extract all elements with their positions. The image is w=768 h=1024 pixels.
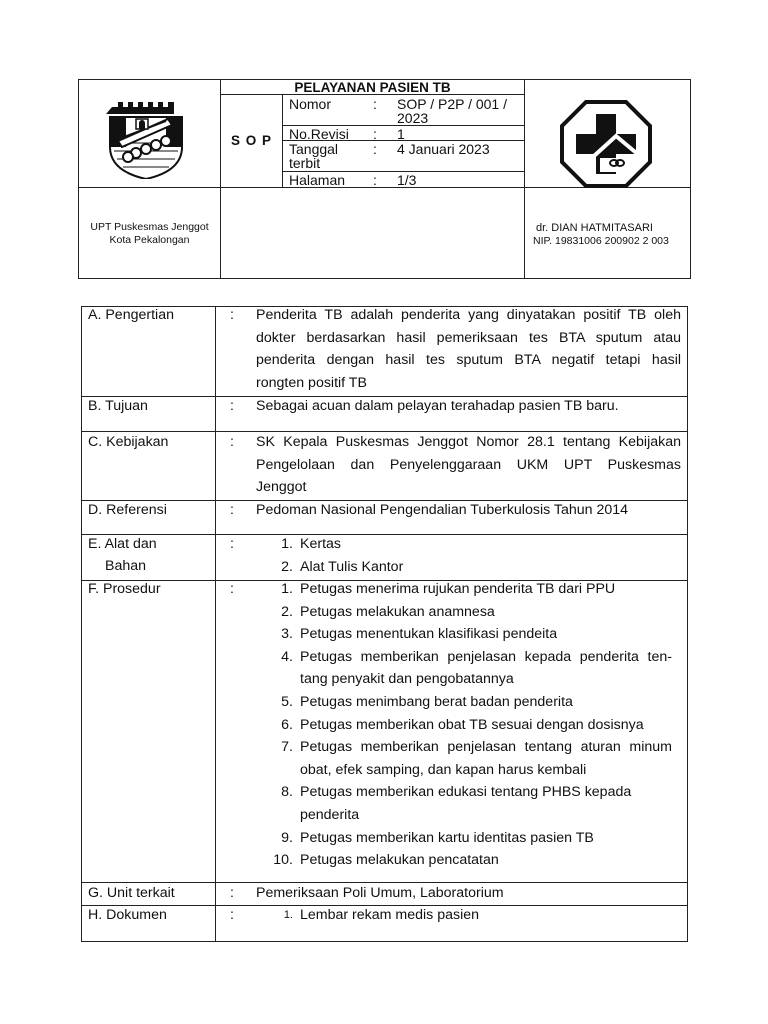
kebijakan-sep: : <box>230 434 234 450</box>
list-item <box>255 736 685 781</box>
kebijakan-line: Pengelolaan dan Penyelenggaraan UKM UPT Puskesmas <box>256 456 681 473</box>
halaman-label: Halaman <box>289 172 346 188</box>
list-text: Petugas memberikan obat TB sesuai dengan dosisnya <box>300 716 644 733</box>
list-text: tang penyakit dan pengobatannya <box>300 671 514 688</box>
list-text: Alat Tulis Kantor <box>300 558 404 575</box>
list-text: Petugas menimbang berat badan penderita <box>300 693 573 710</box>
unit-label: G. Unit terkait <box>88 885 175 901</box>
list-number: 2. <box>281 558 293 575</box>
list-number: 5. <box>281 693 293 710</box>
pengertian-text <box>256 304 681 394</box>
pengertian-label: A. Pengertian <box>88 307 174 323</box>
list-text: Petugas memberikan kartu identitas pasien TB <box>300 829 594 846</box>
list-item <box>255 904 685 927</box>
referensi-label: D. Referensi <box>88 502 167 518</box>
org-line1: UPT Puskesmas Jenggot <box>90 221 209 233</box>
list-number: 1. <box>283 909 293 921</box>
list-text: Petugas menerima rujukan penderita TB dari PPU <box>300 581 616 597</box>
list-item <box>255 556 685 579</box>
dokumen-sep: : <box>230 907 234 923</box>
list-item <box>255 849 685 872</box>
city-emblem-icon <box>106 101 186 179</box>
dokumen-list <box>255 904 685 927</box>
pengertian-line: penderita dengan hasil tes sputum BTA negatif tetapi hasil <box>256 352 681 369</box>
list-item <box>255 827 685 850</box>
revisi-value: 1 <box>397 126 405 142</box>
pengertian-sep: : <box>230 307 234 323</box>
alat-label-line2: Bahan <box>105 558 147 574</box>
list-item <box>255 646 685 691</box>
list-number: 7. <box>281 739 293 756</box>
tujuan-text: Sebagai acuan dalam pelayan terahadap pasien TB baru. <box>256 398 619 414</box>
nomor-label: Nomor <box>289 96 332 112</box>
list-text: Petugas memberikan penjelasan kepada penderita ten- <box>300 648 672 665</box>
list-text: Petugas melakukan pencatatan <box>300 852 499 869</box>
list-number: 10. <box>273 852 293 869</box>
puskesmas-logo-icon <box>560 100 652 188</box>
list-item <box>255 714 685 737</box>
list-number: 1. <box>281 581 293 597</box>
tanggal-sep: : <box>373 141 377 157</box>
org-line2: Kota Pekalongan <box>109 234 190 246</box>
list-text: Petugas melakukan anamnesa <box>300 603 495 620</box>
kebijakan-text <box>256 431 681 499</box>
alat-label-line1: E. Alat dan <box>88 536 157 552</box>
nomor-sep: : <box>373 96 377 112</box>
pengertian-line: dokter berdasarkan hasil pemeriksaan tes BTA sputum atau <box>256 329 681 346</box>
revisi-sep: : <box>373 126 377 142</box>
prosedur-label: F. Prosedur <box>88 581 161 597</box>
list-number: 4. <box>281 648 293 665</box>
list-number: 2. <box>281 603 293 620</box>
tanggal-value: 4 Januari 2023 <box>397 141 490 157</box>
list-text: obat, efek samping, dan kapan harus kembali <box>300 761 587 778</box>
nomor-value-line1: SOP / P2P / 001 / <box>397 96 507 112</box>
list-item <box>255 533 685 556</box>
kebijakan-line: SK Kepala Puskesmas Jenggot Nomor 28.1 tentang Kebijakan <box>256 434 681 450</box>
prosedur-list <box>255 578 685 872</box>
list-number: 6. <box>281 716 293 733</box>
pengertian-line: rongten positif TB <box>256 374 367 391</box>
list-text: Petugas menentukan klasifikasi pendeita <box>300 626 558 643</box>
list-text: Petugas memberikan penjelasan tentang aturan minum <box>300 739 672 756</box>
tanggal-label-line1: Tanggal <box>289 141 339 157</box>
dokumen-label: H. Dokumen <box>88 907 167 923</box>
list-item <box>255 578 685 601</box>
list-number: 9. <box>281 829 293 846</box>
tujuan-label: B. Tujuan <box>88 398 148 414</box>
signer-nip: NIP. 19831006 200902 2 003 <box>533 235 669 247</box>
pengertian-line: Penderita TB adalah penderita yang dinyatakan positif TB oleh <box>256 307 681 323</box>
list-text: Lembar rekam medis pasien <box>300 907 479 923</box>
signer-name: dr. DIAN HATMITASARI <box>536 222 653 234</box>
list-item <box>255 623 685 646</box>
list-text: Petugas memberikan edukasi tentang PHBS kepada <box>300 784 632 801</box>
kebijakan-label: C. Kebijakan <box>88 434 169 450</box>
halaman-sep: : <box>373 172 377 188</box>
referensi-sep: : <box>230 502 234 518</box>
list-text: penderita <box>300 806 360 823</box>
tujuan-sep: : <box>230 398 234 414</box>
list-number: 8. <box>281 784 293 801</box>
sop-title: PELAYANAN PASIEN TB <box>294 80 451 95</box>
revisi-label: No.Revisi <box>289 126 349 142</box>
unit-text: Pemeriksaan Poli Umum, Laboratorium <box>256 885 504 901</box>
unit-sep: : <box>230 885 234 901</box>
tanggal-label-line2: terbit <box>289 155 321 171</box>
list-item <box>255 781 685 826</box>
sop-label: S O P <box>231 133 273 148</box>
kebijakan-line: Jenggot <box>256 479 307 496</box>
list-item <box>255 601 685 624</box>
prosedur-sep: : <box>230 581 234 597</box>
list-item <box>255 691 685 714</box>
alat-sep: : <box>230 536 234 552</box>
list-number: 3. <box>281 626 293 643</box>
alat-list <box>255 533 685 578</box>
list-text: Kertas <box>300 536 342 552</box>
referensi-text: Pedoman Nasional Pengendalian Tuberkulosis Tahun 2014 <box>256 502 629 518</box>
halaman-value: 1/3 <box>397 172 417 188</box>
nomor-value-line2: 2023 <box>397 110 429 126</box>
list-number: 1. <box>281 536 293 552</box>
